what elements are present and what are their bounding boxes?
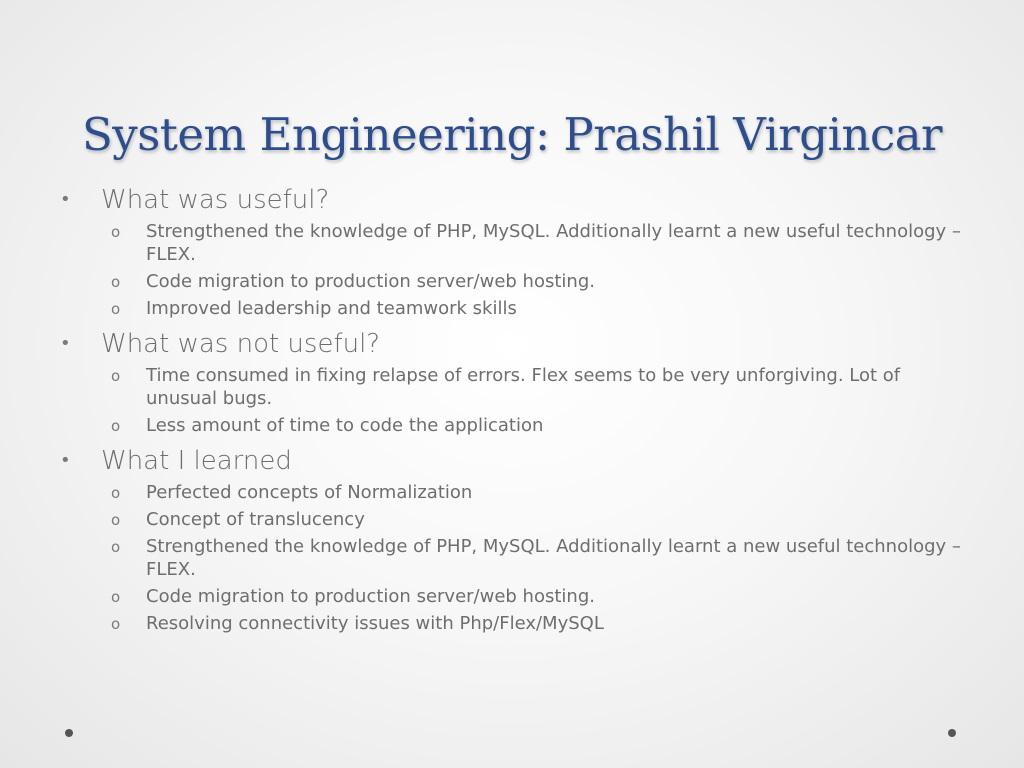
bullet-circle-icon: o	[111, 273, 121, 291]
list-item	[101, 270, 976, 293]
sub-bullet-list	[101, 481, 976, 635]
bullet-circle-icon: o	[111, 511, 121, 529]
list-item	[101, 297, 976, 320]
section-heading: What I learned	[101, 446, 292, 476]
section-not-useful	[56, 326, 976, 437]
slide-title: System Engineering: Prashil Virgincar	[81, 108, 943, 161]
list-item-text: Time consumed in fixing relapse of errors. Flex seems to be very unforgiving. Lot of unusual bugs.	[146, 365, 901, 409]
list-item	[101, 612, 976, 635]
bullet-circle-icon: o	[111, 615, 121, 633]
list-item	[101, 585, 976, 608]
bullet-dot-icon: •	[60, 333, 71, 354]
list-item	[101, 220, 976, 266]
slide-content	[56, 182, 976, 641]
list-item	[101, 508, 976, 531]
corner-dot-icon	[65, 729, 73, 737]
corner-dot-icon	[948, 729, 956, 737]
section-learned	[56, 443, 976, 635]
bullet-circle-icon: o	[111, 300, 121, 318]
list-item	[101, 535, 976, 581]
bullet-dot-icon: •	[60, 189, 71, 210]
bullet-circle-icon: o	[111, 223, 121, 241]
list-item-text: Resolving connectivity issues with Php/Flex/MySQL	[146, 613, 604, 634]
list-item-text: Less amount of time to code the application	[146, 415, 544, 436]
bullet-circle-icon: o	[111, 417, 121, 435]
list-item-text: Code migration to production server/web hosting.	[146, 586, 595, 607]
list-item-text: Improved leadership and teamwork skills	[146, 298, 517, 319]
sub-bullet-list	[101, 220, 976, 320]
list-item-text: Perfected concepts of Normalization	[146, 482, 473, 503]
list-item	[101, 364, 976, 410]
bullet-circle-icon: o	[111, 538, 121, 556]
list-item-text: Code migration to production server/web hosting.	[146, 271, 595, 292]
list-item-text: Concept of translucency	[146, 509, 365, 530]
list-item-text: Strengthened the knowledge of PHP, MySQL. Additionally learnt a new useful technology – FLEX.	[146, 536, 961, 580]
bullet-circle-icon: o	[111, 588, 121, 606]
list-item-text: Strengthened the knowledge of PHP, MySQL. Additionally learnt a new useful technology – FLEX.	[146, 221, 961, 265]
section-useful	[56, 182, 976, 320]
list-item	[101, 481, 976, 504]
sub-bullet-list	[101, 364, 976, 437]
list-item	[101, 414, 976, 437]
bullet-circle-icon: o	[111, 484, 121, 502]
bullet-dot-icon: •	[60, 450, 71, 471]
bullet-circle-icon: o	[111, 367, 121, 385]
bullet-list	[56, 182, 976, 635]
section-heading: What was not useful?	[101, 329, 381, 359]
section-heading: What was useful?	[101, 185, 330, 215]
